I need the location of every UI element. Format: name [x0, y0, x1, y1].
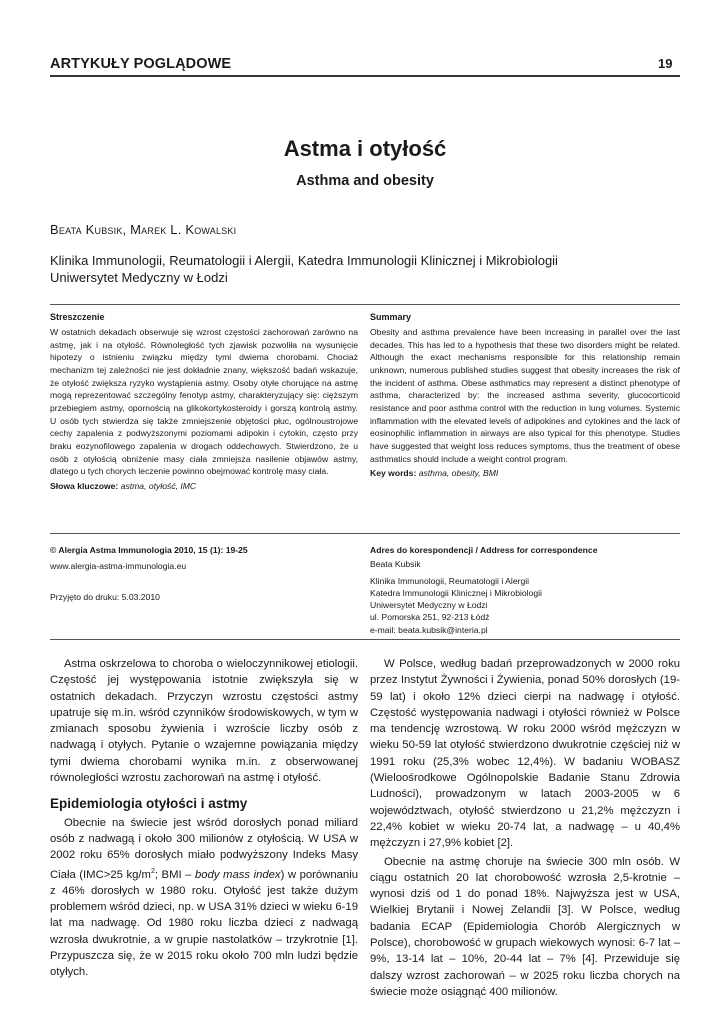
abstract-polish-heading: Streszczenie	[50, 312, 105, 322]
body-left-column	[50, 656, 358, 980]
abstract-english-text: Obesity and asthma prevalence have been increasing in parallel over the last decades. This has led to a hypothesis that these two disorders might be related. Although the exact mechanisms responsible for this relationship remain unknown, numerous published studies suggest that obesity increases the risk of the incident of asthma. Obese asthmatics may represent a distinct phenotype of asthma, characterized by: the increased asthma severity, glucocorticoid resistance and poor asthma control with the reduction in lung volumes. Systemic inflammation with the elevated levels of adipokines and cytokines and the lack of eosinophilic inflammation in airways are also typical for this phenotype. Studies have suggested that weight loss reduces symptoms, thus the treatment of obese asthmatics should include a weight control program.	[370, 327, 680, 464]
keywords-english	[370, 467, 680, 480]
keywords-polish-label: Słowa kluczowe:	[50, 480, 119, 491]
abstract-polish	[50, 312, 358, 493]
keywords-polish	[50, 480, 358, 493]
abstract-english	[370, 312, 680, 480]
abstract-english-heading: Summary	[370, 312, 412, 322]
authors-text: Beata Kubsik, Marek L. Kowalski	[50, 222, 237, 237]
correspondence-line-1: Klinika Immunologii, Reumatologii i Alergii	[370, 575, 530, 586]
correspondence-email[interactable]: e-mail: beata.kubsik@interia.pl	[370, 624, 488, 635]
page-number: 19	[658, 56, 673, 71]
paragraph-segment: ) w porównaniu z 46% dorosłych w 1980 roku. Otyłość jest także dużym problemem wśród dzieci, np. w USA 31% dzieci w wieku 6-19 lat ma nadwagę. Od 1980 roku liczba dzieci z nadwagą wzrosła dwukrotnie, a w grupie nastolatków – trzykrotnie [1]. Przypuszcza się, że w 2015 roku około 700 mln ludzi będzie otyłych.	[50, 868, 359, 979]
paragraph-segment: ; BMI –	[154, 868, 195, 881]
body-paragraph: Astma oskrzelowa to choroba o wieloczynnikowej etiologii. Częstość jej występowania istotnie zwiększyła się w ostatnich dekadach. Przyczyn wzrostu częstości astmy upatruje się m.in. wśród czynników środowiskowych, w tym w zmianach sposobu żywienia i wzroście liczby osób z nadwagą i otyłych. Pytanie o wzajemne powiązania między tymi dwiema chorobami wynika m.in. z obserwowanej równoległości wzrostu zachorowań na astmę i otyłość.	[50, 658, 358, 785]
body-paragraph: Obecnie na astmę choruje na świecie 300 mln osób. W ciągu ostatnich 20 lat chorobowość wzrosła 2,5-krotnie – wynosi dziś od 1 do ponad 18%. Najwyższa jest w USA, Wielkiej Brytanii i Nowej Zelandii [3]. W Polsce, według badania ECAP (Epidemiologia Chorób Alergicznych w Polsce), chorobowość w grupach wiekowych wynosi: 6-7 lat – 9%, 13-14 lat – 10%, 20-44 lat – 7% [4]. Przewiduje się dalszy wzrost zachorowań – w 2025 roku liczba chorych na świecie może osiągnąć 400 milionów.	[370, 855, 680, 998]
article-subtitle: Asthma and obesity	[296, 173, 434, 189]
section-heading: Epidemiologia otyłości i astmy	[50, 796, 248, 812]
correspondence-line-3: Uniwersytet Medyczny w Łodzi	[370, 600, 488, 611]
article-title: Astma i otyłość	[283, 136, 447, 161]
affiliation-line-1: Klinika Immunologii, Reumatologii i Alergii, Katedra Immunologii Klinicznej i Mikrobiologii	[50, 253, 558, 268]
section-label: ARTYKUŁY POGLĄDOWE	[50, 56, 232, 72]
abstract-polish-text: W ostatnich dekadach obserwuje się wzrost częstości zachorowań zarówno na astmę, jak i na otyłość. Równoległość tych zjawisk pozwoliła na wysunięcie hipotezy o istnieniu związku między tymi dwiema chorobami. Chociaż mechanizm tej zależności nie jest dokładnie znany, większość badań wskazuje, że otyłość zwiększa ryzyko wystąpienia astmy. Osoby otyłe chorujące na astmę mogą reprezentować szczególny fenotyp astmy, charakteryzujący się: cięższym przebiegiem astmy, opornością na glikokortykosteroidy i gorszą kontrolą astmy. U osób tych stwierdza się także zmniejszenie objętości płuc, ogólnoustrojowe cechy zapalenia z podwyższonymi poziomami adipokin i cytokin, często przy braku eozynofilowego zapalenia w drogach oddechowych. Stwierdzono, że u osób z otyłością obniżenie masy ciała zmniejsza nasilenie objawów astmy, dlatego u tych chorych leczenie powinno obejmować kontrolę masy ciała.	[50, 327, 358, 477]
affiliation-line-2: Uniwersytet Medyczny w Łodzi	[50, 270, 228, 285]
publication-info	[50, 544, 350, 604]
body-paragraph: W Polsce, według badań przeprowadzonych w 2000 roku przez Instytut Żywności i Żywienia, ponad 50% dorosłych (19-59 lat) i około 12% dzieci cierpi na nadwagę i otyłość. Częstość występowania nadwagi i otyłości również w Polsce ma tendencję wzrostową. W roku 2000 wśród mężczyzn w wieku 50-59 lat otyłość stwierdzono dwukrotnie częściej niż w 1991 roku (25,3% wobec 12,4%). W badaniu WOBASZ (Wieloośrodkowe Ogólnopolskie Badanie Stanu Zdrowia Ludności), prowadzonym w latach 2003-2005 w 6 województwach, otyłość stwierdzono u 21,2% mężczyzn i 22,4% kobiet w wieku 20-74 lat, a nadwagę – u 40,4% mężczyzn i 27,9% kobiet [2].	[370, 658, 680, 850]
correspondence-line-2: Katedra Immunologii Klinicznej i Mikrobiologii	[370, 587, 542, 598]
emphasis: body mass index	[195, 868, 281, 881]
body-paragraph	[50, 815, 358, 981]
keywords-english-label: Key words:	[370, 468, 417, 479]
body-right-column	[370, 656, 680, 1000]
paragraph-segment: Obecnie na świecie jest wśród dorosłych ponad miliard osób z nadwagą i około 300 milionów z otyłością. W USA w 2002 roku 65% dorosłych miało podwyższony Indeks Masy Ciała (IMC>25 kg/m	[50, 816, 358, 881]
affiliation	[50, 252, 680, 286]
header-rule	[50, 75, 680, 77]
abstract-top-rule	[50, 304, 680, 305]
correspondence-line-4: ul. Pomorska 251, 92-213 Łódź	[370, 612, 490, 623]
meta-bottom-rule	[50, 639, 680, 640]
website-link[interactable]: www.alergia-astma-immunologia.eu	[50, 561, 187, 571]
superscript: 2	[150, 867, 155, 875]
correspondence-heading: Adres do korespondencji / Address for correspondence	[370, 545, 598, 555]
accepted-date: Przyjęto do druku: 5.03.2010	[50, 592, 160, 602]
keywords-polish-values: astma, otyłość, IMC	[120, 480, 197, 491]
authors	[50, 222, 236, 237]
citation: © Alergia Astma Immunologia 2010, 15 (1): 19-25	[50, 545, 248, 555]
meta-top-rule	[50, 533, 680, 534]
keywords-english-values: asthma, obesity, BMI	[418, 468, 499, 479]
correspondence	[370, 544, 680, 636]
correspondence-name: Beata Kubsik	[370, 559, 421, 570]
